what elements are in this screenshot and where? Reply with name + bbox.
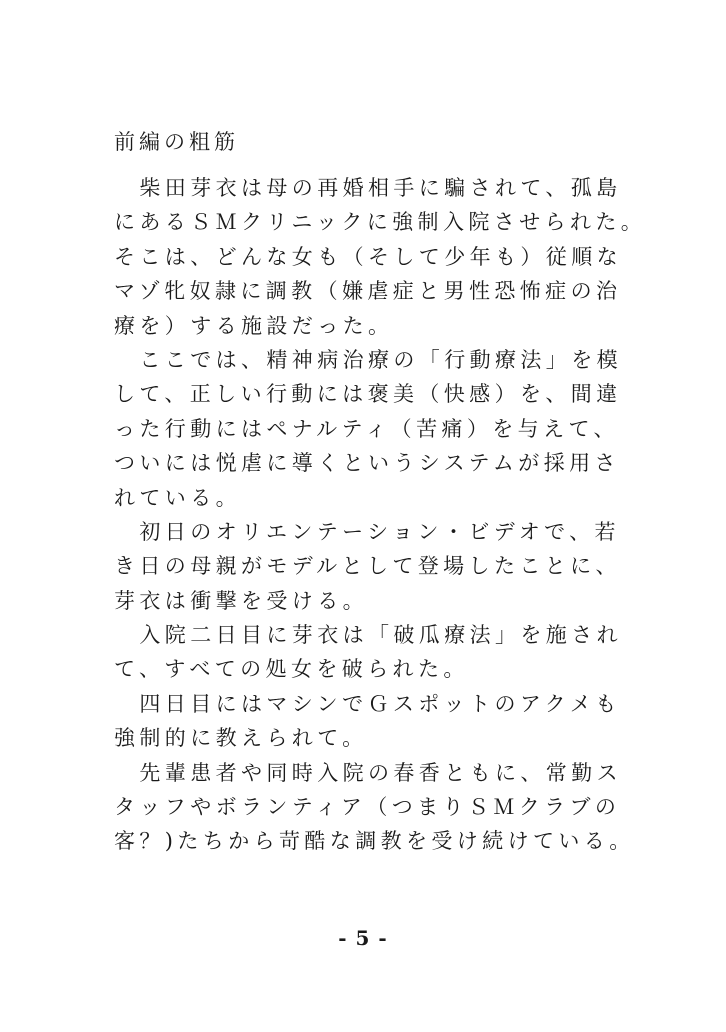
text-line: 芽衣は衝撃を受ける。: [114, 588, 368, 613]
text-line: 強制的に教えられて。: [114, 726, 368, 751]
section-heading: 前編の粗筋: [114, 130, 239, 154]
text-line: 入院二日目に芽衣は「破瓜療法」を施され: [114, 623, 622, 648]
text-line: して、正しい行動には褒美（快感）を、間違: [114, 382, 622, 407]
text-line: タッフやボランティア（つまりＳＭクラブの: [114, 795, 621, 820]
synopsis-body: [114, 171, 647, 859]
text-line: 先輩患者や同時入院の春香ともに、常勤ス: [114, 760, 622, 785]
text-line: マゾ牝奴隷に調教（嫌虐症と男性恐怖症の治: [114, 279, 622, 304]
text-line: ついには悦虐に導くというシステムが採用さ: [114, 451, 620, 476]
text-line: ここでは、精神病治療の「行動療法」を模: [114, 347, 622, 372]
text-line: った行動にはペナルティ（苦痛）を与えて、: [114, 416, 619, 441]
text-line: 療を）する施設だった。: [114, 313, 394, 338]
text-line: れている。: [114, 485, 241, 510]
text-line: にあるＳＭクリニックに強制入院させられた。: [114, 210, 647, 235]
text-line: て、すべての処女を破られた。: [114, 657, 469, 682]
text-line: 初日のオリエンテーション・ビデオで、若: [114, 519, 620, 544]
text-line: 客？)たちから苛酷な調教を受け続けている。: [114, 829, 635, 854]
text-line: き日の母親がモデルとして登場したことに、: [114, 554, 621, 579]
text-line: そこは、どんな女も（そして少年も）従順な: [114, 244, 622, 269]
page-number: - 5 -: [338, 926, 388, 950]
text-line: 四日目にはマシンでＧスポットのアクメも: [114, 691, 621, 716]
text-line: 柴田芽衣は母の再婚相手に騙されて、孤島: [114, 176, 622, 200]
